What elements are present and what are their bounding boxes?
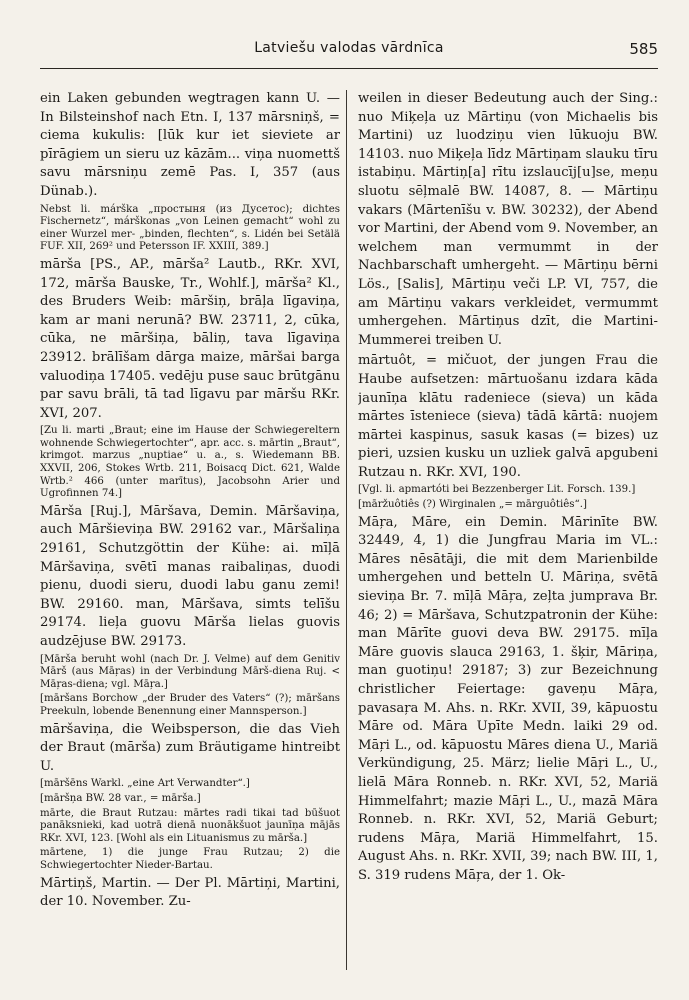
running-head: Latviešu valodas vārdnīca bbox=[254, 40, 444, 56]
etymology-note: [Vgl. li. apmartóti bei Bezzenberger Lit. Forsch. 139.] bbox=[358, 484, 636, 496]
etymology-note: [māršans Borchow „der Bruder des Vaters“ (?); māršans Preekuln, lobende Benennung einer Mannsperson.] bbox=[40, 693, 340, 717]
etymology-note: mārte, die Braut Rutzau: mārtes radi tikai tad būšuot panāksnieki, kad uotrā dienā nuonākšuot jaunīņa mājās RKr. XVI, 123. [Wohl als ein Lituanismus zu mārša.] bbox=[40, 807, 340, 844]
dictionary-entry: māršaviņa, die Weibsperson, die das Vieh der Braut (mārša) zum Bräutigame hintreibt U. bbox=[40, 721, 340, 774]
page-header bbox=[40, 40, 658, 69]
dictionary-entry: mārša [PS., AP., mārša² Lautb., RKr. XVI, 172, mārša Bauske, Tr., Wohlf.], mārša² Kl., des Bruders Weib: māršiņ, brāļa līgaviņa, kam ar mani nerunā? BW. 23711, 2, cūka, cūka, ne māršiņa, bāliņ, tava līgaviņa 23912. brālīšam dārga maize, māršai barga valuodiņa 17405. vedēju puse sauc brūtgānu par savu brāli, tā tad līgavu par māršu RKr. XVI, 207. bbox=[40, 256, 340, 421]
etymology-note: Nebst li. márška „простыня (из Дусетос); dichtes Fischernetz“, márškonas „von Leinen gemacht“ wohl zu einer Wurzel mer- „binden, flechten“, s. Lidén bei Setälä FUF. XII, 269² und Petersson IF. XXIII, 389.] bbox=[40, 203, 340, 253]
etymology-note: [Mārša beruht wohl (nach Dr. J. Velme) auf dem Genitiv Mārš (aus Māŗas) in der Verbindung Mārš-diena Ruj. < Māŗas-diena; vgl. Māŗa.] bbox=[40, 653, 340, 690]
dictionary-entry: mārtuôt, = mičuot, der jungen Frau die Haube aufsetzen: mārtuošanu izdara kāda jaunīņa klātu radeniece (sieva) un kāda mārtes īsteniece (sieva) tādā kārtā: nuojem mārtei kaspinus, sasuk kasas (= bizes) uz pieri, uzsien kusku un uzliek galvā apgubeni Rutzau n. RKr. XVI, 190. bbox=[358, 353, 658, 480]
etymology-note: [Zu li. marti „Braut; eine im Hause der Schwiegereltern wohnende Schwiegertochter“, apr. acc. s. mārtin „Braut“, krimgot. marzus „nuptiae“ u. a., s. Wiedemann BB. XXVII, 206, Stokes Wrtb. 211, Boisacq Dict. 621, Walde Wrtb.² 466 (unter marītus), Jacobsohn Arier und Ugrofinnen 74.] bbox=[40, 425, 340, 500]
dictionary-entry: Māŗa, Māre, ein Demin. Mārinīte BW. 32449, 4, 1) die Jungfrau Maria im VL.: Māres nēsātāji, die mit dem Marienbilde umhergehen und betteln U. Māriņa, svētā sieviņa Br. 7. mīļā Māŗa, zeļta jumprava Br. 46; 2) = Māršava, Schutzpatronin der Kühe: man Mārīte guovi deva BW. 29175. mīļa Māre guovis slauca 29163, 1. šķir, Māriņa, man guotiņu! 29187; 3) zur Bezeichnung christlicher Feiertage: gaveņu Māŗa, pavasaŗa M. Ahs. n. RKr. XVII, 39, kāpuostu Māre od. Māra Upīte Medn. laiki 29 od. Māŗi L., od. kāpuostu Māres diena U., Mariä Verkündigung, 25. März; lielie Māŗi L., U., lielā Māra Ronneb. n. RKr. XVI, 52, Mariä Himmelfahrt; mazie Māŗi L., U., mazā Māra Ronneb. n. RKr. XVI, 52, Mariä Geburt; rudens Māŗa, Mariä Himmelfahrt, 15. August Ahs. n. RKr. XVII, 39; nach BW. III, 1, S. 319 rudens Māŗa, der 1. Ok- bbox=[358, 514, 658, 883]
right-column bbox=[358, 90, 658, 888]
dictionary-entry: weilen in dieser Bedeutung auch der Sing.: nuo Miķeļa uz Mārtiņu (von Michaelis bis Martini) uz luodziņu vien lūkuoju BW. 14103. nuo Miķeļa līdz Mārtiņam slauku tīru istabiņu. Mārtiņ[a] rītu izslaucīj[u]se, meņu sluotu sēļmalē BW. 14087, 8. — Mārtiņu vakars (Mārtenīšu v. BW. 30232), der Abend vor Martini, der Abend vom 9. November, an welchem man vermummt in der Nachbarschaft umhergeht. — Mārtiņu bērni Lös., [Salis], Mārtiņu veči LP. VI, 757, die am Mārtiņu vakars verkleidet, vermummt umhergehen. Mārtiņus dzīt, die Martini-Mummerei treiben U. bbox=[358, 91, 658, 348]
left-column bbox=[40, 90, 340, 914]
dictionary-entry: Māršа [Ruj.], Māršava, Demin. Māršaviņa, auch Māršieviņa BW. 29162 var., Māršaliņa 29161, Schutzgöttin der Kühe: ai. mīļā Māršaviņa, svētī manas raibaliņas, duodi pienu, duodi sieru, duodi labu ganu zemi! BW. 29160. man, Māršava, simts telīšu 29174. lieļa guovu Mārša lielas guovis audzējuse BW. 29173. bbox=[40, 503, 340, 649]
etymology-note: mārtene, 1) die junge Frau Rutzau; 2) die Schwiegertochter Nieder-Bartau. bbox=[40, 847, 340, 871]
dictionary-entry: ein Laken gebunden wegtragen kann U. — In Bilsteinshof nach Etn. I, 137 mārsniņš, = ciema kukulis: [lūk kur iet sieviete ar pīrāgiem un sieru uz kāzām... viņa nuomettš savu mārsniņu zemē Pas. I, 357 (aus Dünab.). bbox=[40, 91, 340, 199]
page-number: 585 bbox=[629, 40, 658, 58]
etymology-note: [māržuôtiês (?) Wirginalen „= mārguôtiês“.] bbox=[358, 499, 587, 511]
etymology-note: [māršēns Warkl. „eine Art Verwandter“.] bbox=[40, 778, 250, 790]
dictionary-entry: Mārtiņš, Martin. — Der Pl. Mārtiņi, Martini, der 10. November. Zu- bbox=[40, 875, 340, 910]
column-divider bbox=[346, 90, 347, 970]
etymology-note: [māršņa BW. 28 var., = mārša.] bbox=[40, 792, 201, 804]
